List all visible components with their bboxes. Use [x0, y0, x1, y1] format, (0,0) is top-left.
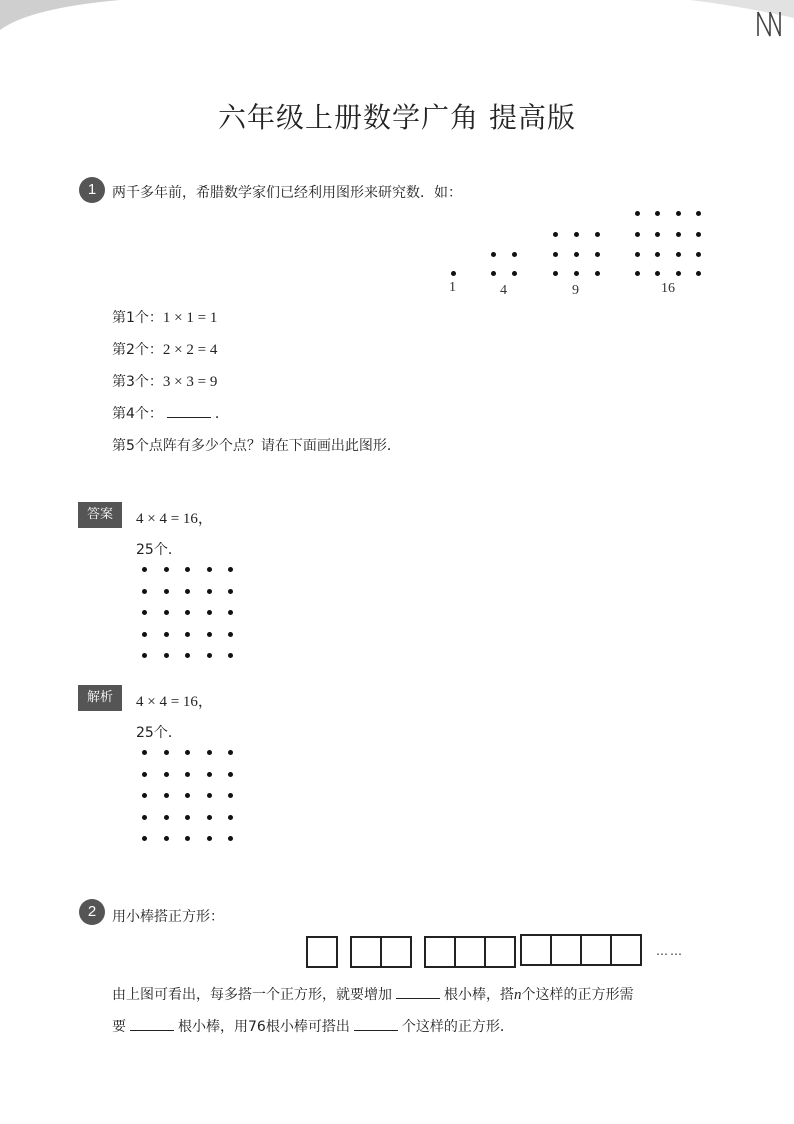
grid-dot: [142, 610, 147, 615]
grid-dot: [185, 772, 190, 777]
grid-dot: [142, 793, 147, 798]
grid-dot: [164, 815, 169, 820]
analysis-expr: 4 × 4 = 16，: [136, 694, 213, 710]
figure-9-dot: [595, 271, 600, 276]
figure-4-dot: [491, 252, 496, 257]
figure-9-dot: [553, 271, 558, 276]
grid-dot: [164, 567, 169, 572]
figure-9-dot: [574, 252, 579, 257]
stick-square: [454, 936, 486, 968]
grid-dot: [228, 567, 233, 572]
q1-line-3: [112, 371, 217, 391]
grid-dot: [185, 793, 190, 798]
stick-square: [306, 936, 338, 968]
line-label: 第2个：: [112, 342, 163, 358]
figure-4-dot: [512, 271, 517, 276]
grid-dot: [142, 567, 147, 572]
figure-16-dot: [635, 232, 640, 237]
grid-dot: [142, 772, 147, 777]
analysis-tag: 解析: [78, 685, 122, 711]
line-expr: 1 × 1 = 1: [162, 310, 218, 326]
analysis-dot-grid: [142, 750, 238, 846]
grid-dot: [164, 836, 169, 841]
grid-dot: [228, 589, 233, 594]
figure-9-dot: [595, 252, 600, 257]
grid-dot: [207, 793, 212, 798]
answer-count: 25个．: [136, 542, 182, 558]
line-label: 第3个：: [112, 374, 163, 390]
grid-dot: [142, 632, 147, 637]
grid-dot: [228, 772, 233, 777]
answer-blank[interactable]: [354, 1016, 398, 1031]
grid-dot: [228, 836, 233, 841]
grid-dot: [142, 815, 147, 820]
answer-blank[interactable]: [167, 403, 211, 418]
grid-dot: [142, 750, 147, 755]
q2-prompt: 用小棒搭正方形：: [112, 909, 224, 925]
grid-dot: [142, 589, 147, 594]
grid-dot: [228, 793, 233, 798]
question-number-1: 1: [79, 177, 105, 203]
question-number-2: 2: [79, 899, 105, 925]
grid-dot: [185, 567, 190, 572]
figure-16-dot: [635, 211, 640, 216]
stick-square: [610, 934, 642, 966]
grid-dot: [185, 750, 190, 755]
figure-16-dot: [696, 232, 701, 237]
grid-dot: [207, 589, 212, 594]
line-end: ．: [214, 406, 229, 422]
figure-16-dot: [696, 271, 701, 276]
grid-dot: [228, 610, 233, 615]
stick-square: [350, 936, 382, 968]
variable-n: n: [514, 987, 522, 1003]
figure-1-dot: [451, 271, 456, 276]
answer-dot-grid: [142, 567, 238, 663]
figure-16-dot: [655, 271, 660, 276]
line-expr: 2 × 2 = 4: [162, 342, 218, 358]
grid-dot: [185, 815, 190, 820]
figure-16-dot: [676, 232, 681, 237]
figure-9-dot: [553, 232, 558, 237]
answer-expr: 4 × 4 = 16，: [136, 511, 213, 527]
grid-dot: [228, 815, 233, 820]
page-title: 六年级上册数学广角 提高版: [218, 101, 576, 134]
q1-line-1: [112, 307, 217, 327]
grid-dot: [207, 653, 212, 658]
q1-question: 第5个点阵有多少个点？请在下面画出此图形．: [112, 438, 401, 454]
grid-dot: [207, 750, 212, 755]
q2-line-1: [112, 984, 634, 1004]
grid-dot: [207, 815, 212, 820]
stick-square: [380, 936, 412, 968]
figure-4-dot: [512, 252, 517, 257]
stick-square: [580, 934, 612, 966]
grid-dot: [228, 750, 233, 755]
answer-tag: 答案: [78, 502, 122, 528]
q2-line-2: [112, 1016, 514, 1036]
q2-text: 个这样的正方形．: [401, 1019, 514, 1035]
stick-square: [550, 934, 582, 966]
figure-label: 16: [661, 281, 675, 296]
q1-prompt: 两千多年前，希腊数学家们已经利用图形来研究数．如：: [112, 185, 462, 201]
grid-dot: [207, 567, 212, 572]
line-label: 第4个：: [112, 406, 163, 422]
grid-dot: [164, 772, 169, 777]
grid-dot: [164, 653, 169, 658]
figure-label: 1: [449, 280, 456, 295]
stick-square: [520, 934, 552, 966]
grid-dot: [185, 632, 190, 637]
grid-dot: [185, 653, 190, 658]
figure-16-dot: [635, 252, 640, 257]
grid-dot: [164, 632, 169, 637]
grid-dot: [185, 610, 190, 615]
grid-dot: [142, 653, 147, 658]
figure-16-dot: [696, 252, 701, 257]
grid-dot: [207, 632, 212, 637]
continuation-ellipsis: ……: [656, 944, 684, 958]
q2-text: 根小棒，用76根小棒可搭出: [178, 1019, 350, 1035]
grid-dot: [207, 772, 212, 777]
q1-line-2: [112, 339, 217, 359]
analysis-count: 25个．: [136, 725, 182, 741]
q2-text: 个这样的正方形需: [521, 987, 634, 1003]
grid-dot: [164, 750, 169, 755]
figure-label: 9: [572, 283, 579, 298]
q2-text: 根小棒，搭: [444, 987, 514, 1003]
page-corner-decoration: [0, 0, 794, 40]
line-expr: 3 × 3 = 9: [162, 374, 218, 390]
figure-16-dot: [696, 211, 701, 216]
figure-9-dot: [574, 271, 579, 276]
figure-16-dot: [635, 271, 640, 276]
stick-square: [484, 936, 516, 968]
answer-blank[interactable]: [130, 1016, 174, 1031]
stick-square: [424, 936, 456, 968]
figure-9-dot: [574, 232, 579, 237]
figure-9-dot: [595, 232, 600, 237]
figure-4-dot: [491, 271, 496, 276]
figure-16-dot: [676, 211, 681, 216]
figure-16-dot: [655, 211, 660, 216]
figure-16-dot: [676, 252, 681, 257]
grid-dot: [142, 836, 147, 841]
grid-dot: [228, 632, 233, 637]
line-label: 第1个：: [112, 310, 163, 326]
figure-16-dot: [655, 252, 660, 257]
grid-dot: [164, 610, 169, 615]
grid-dot: [185, 589, 190, 594]
figure-label: 4: [500, 283, 507, 298]
grid-dot: [207, 836, 212, 841]
grid-dot: [185, 836, 190, 841]
grid-dot: [164, 793, 169, 798]
grid-dot: [207, 610, 212, 615]
figure-16-dot: [676, 271, 681, 276]
figure-9-dot: [553, 252, 558, 257]
answer-blank[interactable]: [396, 984, 440, 999]
grid-dot: [228, 653, 233, 658]
publisher-logo-icon: [756, 8, 782, 38]
grid-dot: [164, 589, 169, 594]
q2-text: 要: [112, 1019, 126, 1035]
q2-text: 由上图可看出，每多搭一个正方形，就要增加: [112, 987, 392, 1003]
figure-16-dot: [655, 232, 660, 237]
q1-line-4: [112, 403, 229, 423]
